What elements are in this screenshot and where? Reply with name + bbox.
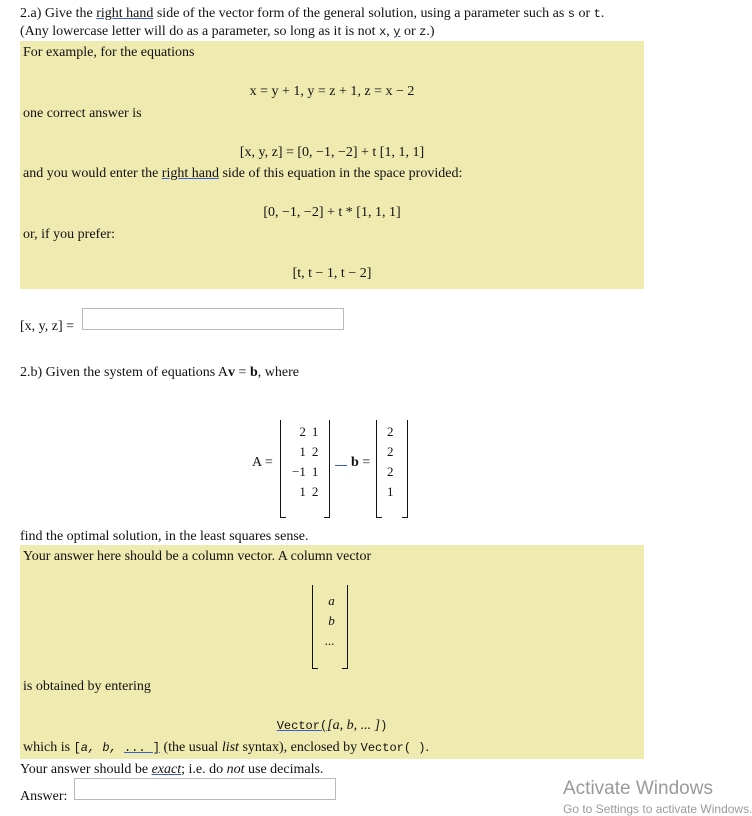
vector-b-row <box>384 422 397 442</box>
matrix-a-cell: 2 <box>311 444 319 459</box>
matrix-a-cell: 2 <box>299 424 306 439</box>
vector-b-cell: 2 <box>387 464 394 479</box>
column-vector-row <box>322 631 338 651</box>
matrix-a-right-bracket <box>324 420 330 518</box>
column-vector-cell: ... <box>325 633 335 648</box>
vector-b-cell: 2 <box>387 424 394 439</box>
matrix-a-row <box>289 442 321 462</box>
hint-which-is: which is [a, b, ... ] (the usual list syntax), enclosed by Vector( ). <box>23 740 429 755</box>
matrix-a-cell: 2 <box>311 484 319 499</box>
part-b-hint-box <box>20 545 644 759</box>
vector-b-cell: 1 <box>387 484 394 499</box>
hint-enter-line: and you would enter the right hand side of this equation in the space provided: <box>23 166 463 181</box>
right-hand-link-2[interactable]: right hand <box>161 166 219 181</box>
vector-b-row <box>384 482 397 502</box>
column-vector-row <box>322 591 338 611</box>
column-vector-table <box>322 591 338 651</box>
vector-b-row <box>384 442 397 462</box>
matrix-a-cell: 1 <box>311 424 319 439</box>
matrix-a-cell: 1 <box>299 444 306 459</box>
vector-b-table <box>384 422 397 502</box>
part-a-instruction-line2: (Any lowercase letter will do as a parameter, so long as it is not x, y or z.) <box>20 24 435 39</box>
part-a-instruction-line1: 2.a) Give the right hand side of the vector form of the general solution, using a parameter such as s or t. <box>20 6 605 21</box>
vector-b-left-bracket <box>376 420 382 518</box>
vector-b-row <box>384 462 397 482</box>
hint-equations: x = y + 1, y = z + 1, z = x − 2 <box>249 84 415 99</box>
matrix-a-cell: 1 <box>311 464 319 479</box>
column-vector-cell: b <box>328 613 335 628</box>
matrix-a-left-bracket <box>280 420 286 518</box>
matrix-a-row <box>289 422 321 442</box>
right-hand-link[interactable]: right hand <box>96 6 154 21</box>
activate-windows-title: Activate Windows <box>563 778 713 799</box>
part-a-hint-box <box>20 41 644 289</box>
hint-for-example: For example, for the equations <box>23 45 195 60</box>
column-vector <box>312 585 348 669</box>
hint-one-correct: one correct answer is <box>23 106 142 121</box>
matrix-a-row <box>289 482 321 502</box>
hint-column-text: Your answer here should be a column vector. A column vector <box>23 549 372 564</box>
part-a-answer-label: [x, y, z] = <box>20 319 75 334</box>
vector-b <box>376 420 408 518</box>
matrix-a-label: A = <box>252 455 273 470</box>
hint-obtained: is obtained by entering <box>23 679 151 694</box>
column-vector-cell: a <box>328 593 335 608</box>
part-b-find-text: find the optimal solution, in the least squares sense. <box>20 529 309 544</box>
column-vector-right-bracket <box>342 585 348 669</box>
matrix-a-row <box>289 462 321 482</box>
hint-or-prefer: or, if you prefer: <box>23 227 115 242</box>
exact-instruction: Your answer should be exact; i.e. do not use decimals. <box>20 762 324 777</box>
matrix-a-cell: 1 <box>299 484 306 499</box>
hint-entry-2: [t, t − 1, t − 2] <box>292 266 372 281</box>
matrix-separator-mark <box>335 461 347 466</box>
matrix-a-cell: −1 <box>292 464 306 479</box>
matrix-a-table <box>289 422 321 502</box>
column-vector-row <box>322 611 338 631</box>
column-vector-left-bracket <box>312 585 318 669</box>
vector-b-right-bracket <box>402 420 408 518</box>
part-b-answer-label: Answer: <box>20 789 68 804</box>
hint-entry-1: [0, −1, −2] + t * [1, 1, 1] <box>263 205 401 220</box>
matrix-a <box>280 420 330 518</box>
vector-b-cell: 2 <box>387 444 394 459</box>
part-b-answer-input[interactable] <box>74 778 336 800</box>
part-a-answer-input[interactable] <box>82 308 344 330</box>
vector-b-label: b = <box>351 455 371 470</box>
hint-answer-equation: [x, y, z] = [0, −1, −2] + t [1, 1, 1] <box>239 145 425 160</box>
hint-vector-syntax: Vector([a, b, ... ]) <box>276 718 388 733</box>
activate-windows-subtitle: Go to Settings to activate Windows. <box>563 802 752 816</box>
part-b-intro: 2.b) Given the system of equations Av = b, where <box>20 365 299 380</box>
